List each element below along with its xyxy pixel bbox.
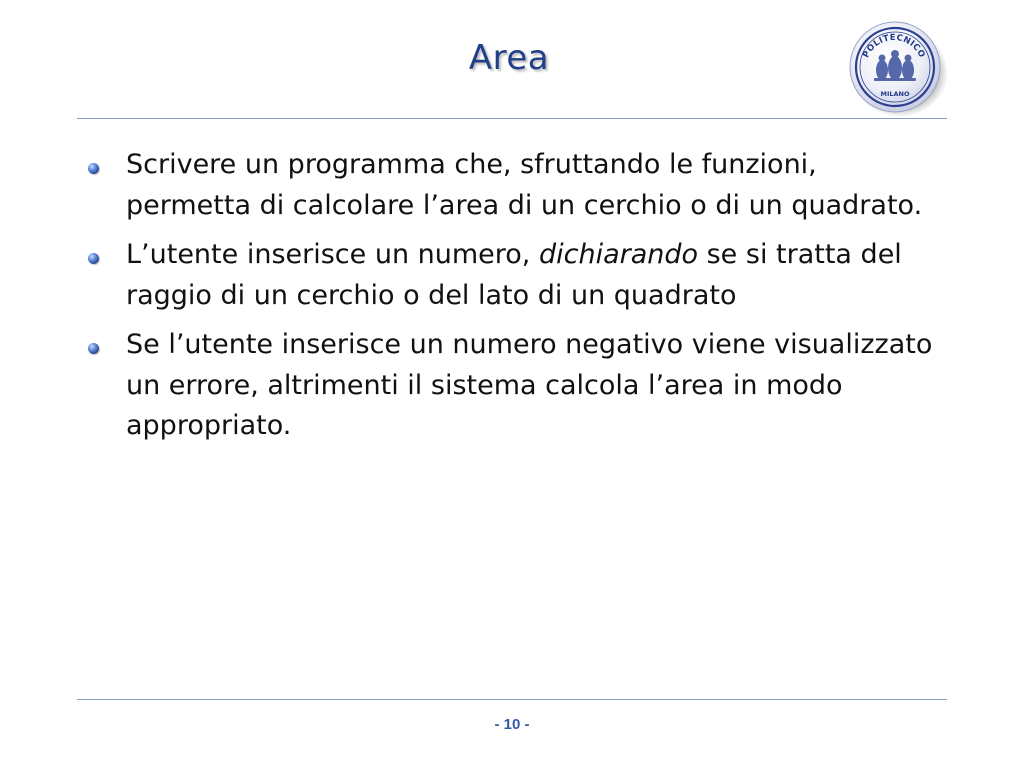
bullet-text-continued: se si tratta del raggio di un cerchio o del lato di un quadrato bbox=[126, 239, 902, 311]
bullet-dot-icon bbox=[88, 163, 99, 174]
politecnico-milano-seal-icon bbox=[844, 18, 950, 118]
bullet-dot-icon bbox=[88, 253, 99, 264]
page-number: - 10 - bbox=[494, 716, 530, 733]
seal-arc-text: POLITECNICO bbox=[861, 32, 927, 60]
bullet-dot-icon bbox=[88, 343, 99, 354]
bullet-list bbox=[84, 145, 944, 456]
bullet-item bbox=[84, 235, 944, 316]
slide-title: Area bbox=[468, 38, 550, 78]
bullet-emphasis: dichiarando bbox=[538, 239, 699, 270]
bullet-text: Se l’utente inserisce un numero negativo viene visualizzato un errore, altrimenti il sistema calcola l’area in modo appropriato. bbox=[126, 329, 933, 441]
bullet-item bbox=[84, 145, 944, 226]
header-divider bbox=[77, 118, 947, 119]
bullet-text: L’utente inserisce un numero, bbox=[126, 239, 539, 270]
bullet-text: Scrivere un programma che, sfruttando le funzioni, permetta di calcolare l’area di un cerchio o di un quadrato. bbox=[126, 149, 923, 221]
footer-divider bbox=[77, 699, 947, 700]
seal-bottom-text: MILANO bbox=[880, 90, 910, 98]
bullet-item bbox=[84, 325, 944, 447]
